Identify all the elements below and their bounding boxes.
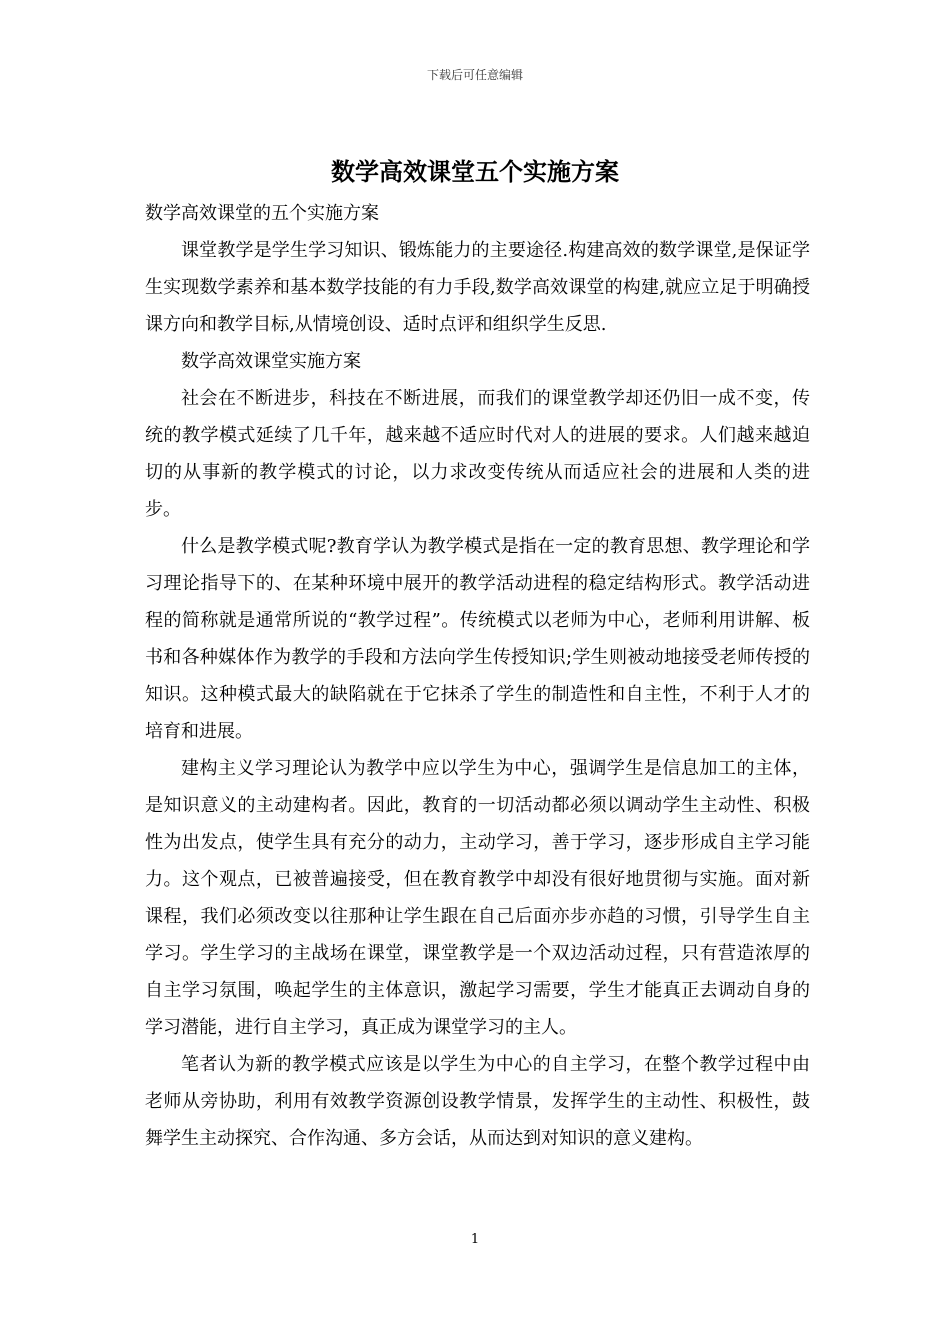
body-paragraph: 笔者认为新的教学模式应该是以学生为中心的自主学习，在整个教学过程中由老师从旁协助，利用有效教学资源创设教学情景，发挥学生的主动性、积极性，鼓舞学生主动探究、合作沟通、多方会话，从而达到对知识的意义建构。 — [145, 1054, 810, 1149]
section-heading: 数学高效课堂实施方案 — [181, 351, 361, 372]
body-paragraph: 什么是教学模式呢?教育学认为教学模式是指在一定的教育思想、教学理论和学习理论指导下的、在某种环境中展开的教学活动进程的稳定结构形式。教学活动进程的简称就是通常所说的“教学过程”。传统模式以老师为中心，老师利用讲解、板书和各种媒体作为教学的手段和方法向学生传授知识;学生则被动地接受老师传授的知识。这种模式最大的缺陷就在于它抹杀了学生的制造性和自主性，不利于人才的培育和进展。 — [145, 536, 810, 742]
body-paragraph: 课堂教学是学生学习知识、锻炼能力的主要途径.构建高效的数学课堂,是保证学生实现数学素养和基本数学技能的有力手段,数学高效课堂的构建,就应立足于明确授课方向和教学目标,从情境创设、适时点评和组织学生反思. — [145, 240, 810, 335]
page-number: 1 — [470, 1232, 480, 1247]
subtitle-paragraph: 数学高效课堂的五个实施方案 — [145, 203, 379, 224]
body-paragraph: 社会在不断进步，科技在不断进展，而我们的课堂教学却还仍旧一成不变，传统的教学模式延续了几千年，越来越不适应时代对人的进展的要求。人们越来越迫切的从事新的教学模式的讨论，以力求改变传统从而适应社会的进展和人类的进步。 — [145, 388, 810, 520]
body-paragraph: 建构主义学习理论认为教学中应以学生为中心，强调学生是信息加工的主体，是知识意义的主动建构者。因此，教育的一切活动都必须以调动学生主动性、积极性为出发点，使学生具有充分的动力，主动学习，善于学习，逐步形成自主学习能力。这个观点，已被普遍接受，但在教育教学中却没有很好地贯彻与实施。面对新课程，我们必须改变以往那种让学生跟在自己后面亦步亦趋的习惯，引导学生自主学习。学生学习的主战场在课堂，课堂教学是一个双边活动过程，只有营造浓厚的自主学习氛围，唤起学生的主体意识，激起学习需要，学生才能真正去调动自身的学习潜能，进行自主学习，真正成为课堂学习的主人。 — [145, 758, 810, 1038]
header-note: 下载后可任意编辑 — [426, 68, 523, 82]
document-body — [145, 195, 810, 1157]
document-title: 数学高效课堂五个实施方案 — [331, 157, 619, 186]
